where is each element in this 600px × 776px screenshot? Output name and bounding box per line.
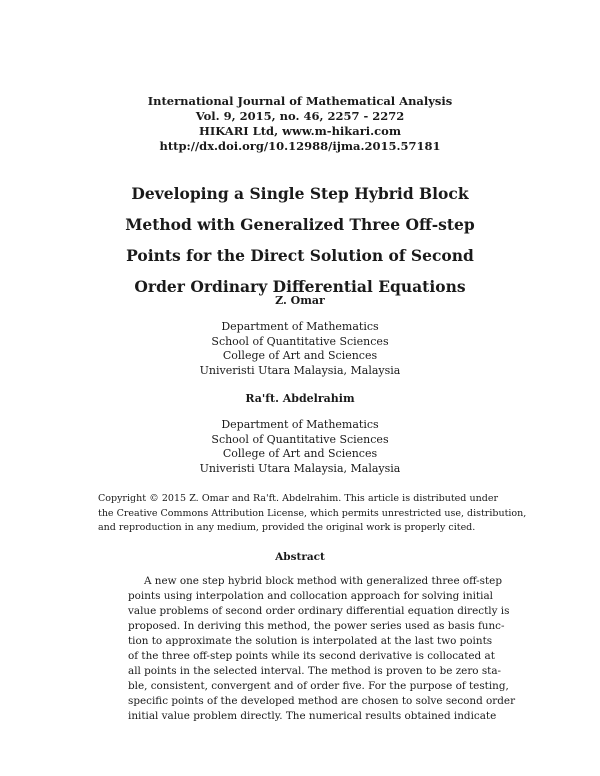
doi-link[interactable]: http://dx.doi.org/10.12988/ijma.2015.57181	[159, 139, 441, 153]
abstract-line: tion to approximate the solution is interpolated at the last two points	[128, 635, 493, 647]
abstract-line: specific points of the developed method are chosen to solve second order	[128, 695, 516, 707]
author-affiliation	[0, 418, 600, 476]
paper-title	[0, 178, 600, 302]
affiliation-line: Univeristi Utara Malaysia, Malaysia	[199, 461, 401, 475]
title-line: Developing a Single Step Hybrid Block	[131, 184, 469, 203]
journal-header	[0, 94, 600, 154]
author-name: Ra'ft. Abdelrahim	[245, 392, 355, 405]
affiliation-line: Department of Mathematics	[221, 320, 379, 333]
copyright-notice	[98, 492, 527, 536]
affiliation-line: School of Quantitative Sciences	[211, 334, 389, 348]
abstract-heading: Abstract	[275, 551, 325, 563]
abstract-line: of the three off-step points while its second derivative is collocated at	[128, 650, 495, 662]
journal-name: International Journal of Mathematical Analysis	[147, 94, 453, 108]
copyright-line: Copyright © 2015 Z. Omar and Ra'ft. Abdelrahim. This article is distributed under	[98, 493, 498, 504]
author-affiliation	[0, 320, 600, 378]
abstract-line: all points in the selected interval. The method is proven to be zero sta-	[128, 665, 502, 677]
affiliation-line: College of Art and Sciences	[222, 349, 378, 362]
abstract-line: A new one step hybrid block method with generalized three off-step	[144, 575, 502, 587]
copyright-line: the Creative Commons Attribution License, which permits unrestricted use, distribution,	[98, 507, 527, 519]
title-line: Order Ordinary Differential Equations	[134, 277, 466, 296]
abstract-line: ble, consistent, convergent and of order five. For the purpose of testing,	[128, 680, 509, 692]
abstract-body	[128, 574, 516, 724]
affiliation-line: Univeristi Utara Malaysia, Malaysia	[199, 363, 401, 377]
abstract-line: proposed. In deriving this method, the power series used as basis func-	[128, 620, 505, 632]
affiliation-line: School of Quantitative Sciences	[211, 432, 389, 446]
abstract-line: initial value problem directly. The numerical results obtained indicate	[128, 710, 497, 722]
title-line: Method with Generalized Three Off-step	[125, 215, 475, 234]
journal-volume: Vol. 9, 2015, no. 46, 2257 - 2272	[195, 109, 405, 123]
affiliation-line: Department of Mathematics	[221, 418, 379, 431]
abstract-line: value problems of second order ordinary differential equation directly is	[128, 605, 510, 617]
abstract-line: points using interpolation and collocation approach for solving initial	[128, 590, 493, 602]
author-name: Z. Omar	[275, 294, 325, 307]
title-line: Points for the Direct Solution of Second	[126, 246, 474, 265]
publisher-line: HIKARI Ltd, www.m-hikari.com	[199, 124, 401, 138]
copyright-line: and reproduction in any medium, provided the original work is properly cited.	[98, 522, 476, 533]
affiliation-line: College of Art and Sciences	[222, 447, 378, 460]
